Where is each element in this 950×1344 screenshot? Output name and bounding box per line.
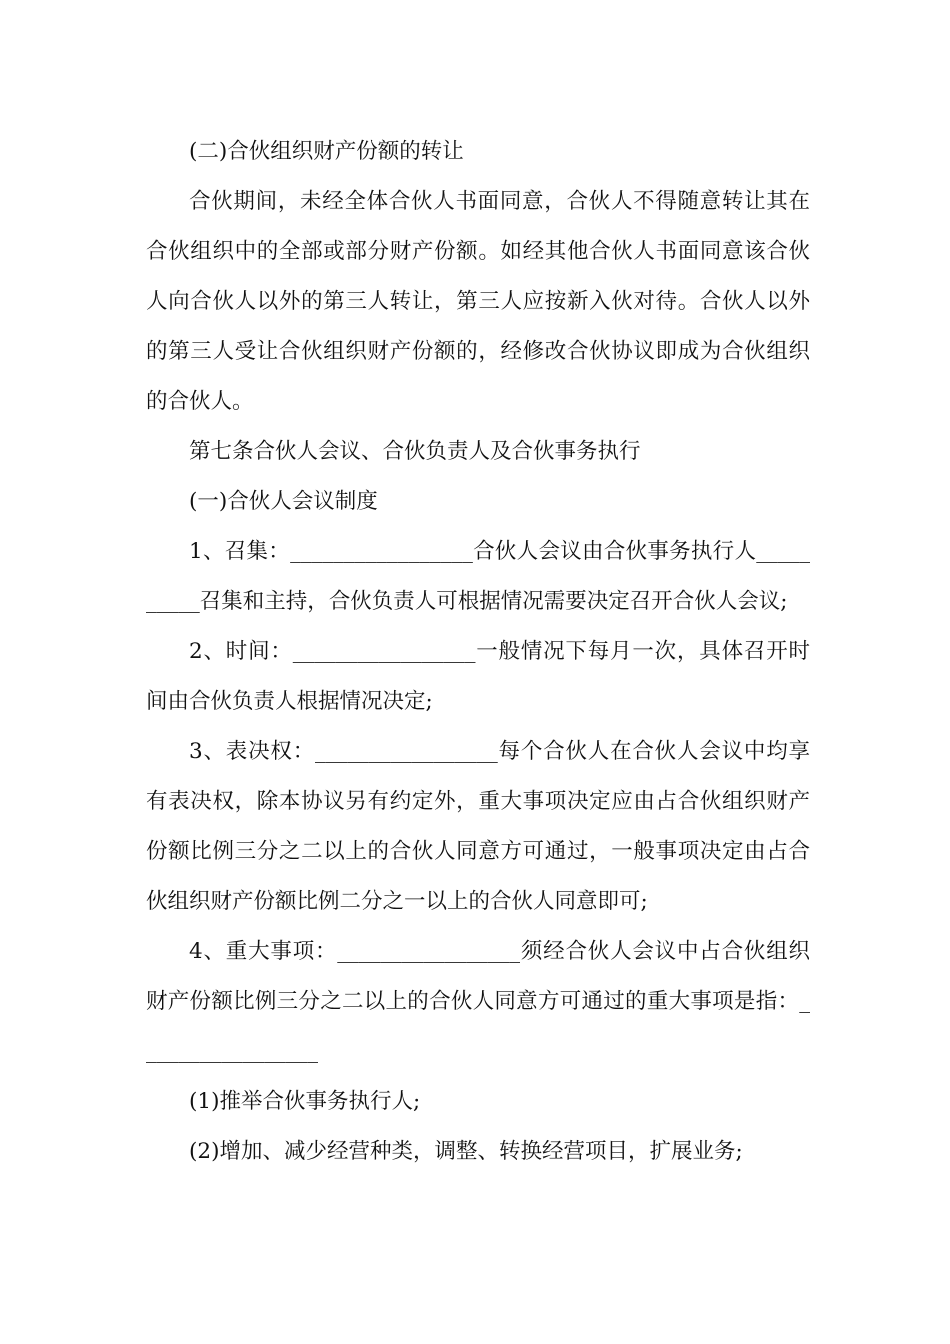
section-heading-meeting-system: (一)合伙人会议制度: [189, 489, 378, 514]
list-item-business-changes: (2)增加、减少经营种类，调整、转换经营项目，扩展业务;: [189, 1139, 743, 1164]
clause-voting-rights: 3、表决权：_________________每个合伙人在合伙人会议中均享有表决权，除本协议另有约定外，重大事项决定应由占合伙组织财产份额比例三分之二以上的合伙人同意方可通过，一般事项决定由占合伙组织财产份额比例二分之一以上的合伙人同意即可;: [146, 739, 810, 914]
clause-time: 2、时间：_________________一般情况下每月一次，具体召开时间由合伙负责人根据情况决定;: [146, 639, 810, 714]
list-item-elect-executor: (1)推举合伙事务执行人;: [189, 1089, 421, 1114]
clause-major-matters: 4、重大事项：_________________须经合伙人会议中占合伙组织财产份额比例三分之二以上的合伙人同意方可通过的重大事项是指：_________________: [146, 939, 810, 1064]
paragraph-transfer-rules: 合伙期间，未经全体合伙人书面同意，合伙人不得随意转让其在合伙组织中的全部或部分财产份额。如经其他合伙人书面同意该合伙人向合伙人以外的第三人转让，第三人应按新入伙对待。合伙人以外的第三人受让合伙组织财产份额的，经修改合伙协议即成为合伙组织的合伙人。: [146, 189, 810, 414]
clause-convening: 1、召集：_________________合伙人会议由合伙事务执行人__________召集和主持，合伙负责人可根据情况需要决定召开合伙人会议;: [146, 539, 810, 614]
document-body: [146, 127, 810, 1177]
section-heading-property-transfer: (二)合伙组织财产份额的转让: [189, 139, 464, 164]
article-seven-heading: 第七条合伙人会议、合伙负责人及合伙事务执行: [189, 439, 641, 464]
